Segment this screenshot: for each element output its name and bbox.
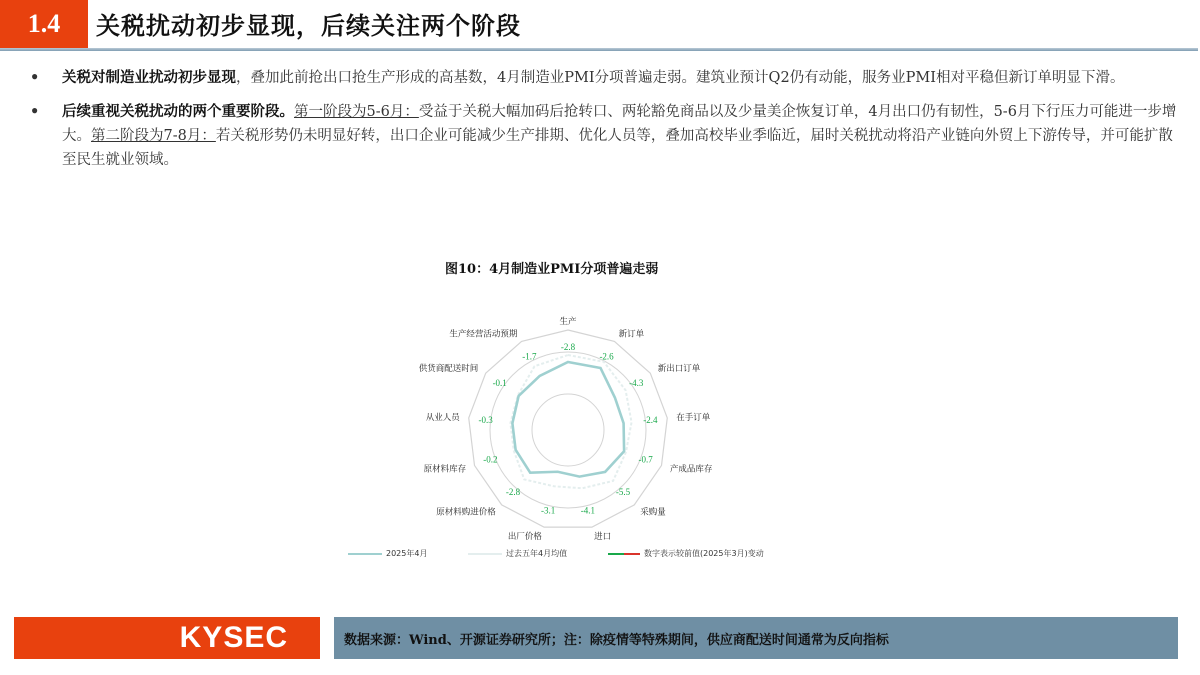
radar-change-value: -0.7 [638, 454, 653, 465]
section-number: 1.4 [0, 0, 88, 48]
radar-change-value: -5.5 [615, 487, 631, 498]
radar-grid-ring [532, 394, 604, 466]
bullet-lead: 关税对制造业扰动初步显现 [62, 69, 236, 86]
legend-item-current [348, 548, 427, 559]
radar-change-value: -2.4 [643, 414, 658, 425]
page-title: 关税扰动初步显现，后续关注两个阶段 [96, 12, 521, 40]
legend-swatch [468, 553, 502, 555]
chart-legend [348, 548, 848, 564]
bullet-marker: • [30, 69, 40, 86]
stage2-text: 若关税形势仍未明显好转，出口企业可能减少生产排期、优化人员等，叠加高校毕业季临近，届时关税扰动将沿产业链向外贸上下游传导，并可能扩散至民生就业领域。 [62, 128, 1173, 168]
bullet-list [30, 66, 1180, 182]
radar-axis-label: 新出口订单 [657, 364, 701, 375]
legend-label: 数字表示较前值(2025年3月)变动 [644, 549, 764, 558]
radar-axis-label: 新订单 [618, 329, 645, 340]
radar-change-value: -1.7 [522, 351, 537, 362]
radar-axis-label: 进口 [594, 531, 612, 542]
bullet-lead: 后续重视关税扰动的两个重要阶段。 [62, 103, 294, 120]
radar-series-line [512, 362, 624, 477]
legend-label: 2025年4月 [386, 549, 428, 558]
legend-label: 过去五年4月均值 [506, 549, 568, 558]
radar-axis-label: 原材料购进价格 [436, 507, 496, 518]
legend-item-avg [468, 548, 567, 559]
radar-change-value: -3.1 [541, 505, 556, 516]
stage1-text: 受益于关税大幅加码后抢转口、两轮豁免商品以及少量美企恢复订单，4月出口仍有韧性，5-6月下行压力可能进一步增大。 [62, 104, 1177, 144]
title-divider [0, 48, 1198, 51]
figure-title: 图10：4月制造业PMI分项普遍走弱 [445, 262, 659, 277]
radar-chart [410, 317, 730, 542]
radar-change-value: -0.2 [483, 454, 498, 465]
radar-change-value: -0.1 [492, 377, 507, 388]
radar-axis-label: 采购量 [640, 507, 666, 518]
legend-swatch-red [624, 553, 640, 555]
radar-axis-label: 生产经营活动预期 [449, 329, 518, 340]
bullet-text: ，叠加此前抢出口抢生产形成的高基数，4月制造业PMI分项普遍走弱。建筑业预计Q2仍有动能，服务业PMI相对平稳但新订单明显下滑。 [236, 70, 1125, 86]
source-note: 数据来源：Wind、开源证券研究所；注：除疫情等特殊期间，供应商配送时间通常为反向指标 [334, 617, 1178, 659]
radar-axis-label: 产成品库存 [669, 464, 713, 475]
radar-change-value: -0.3 [478, 414, 493, 425]
radar-axis-label: 生产 [559, 317, 577, 327]
bullet-item-1 [30, 66, 1180, 90]
stage1-label: 第一阶段为5-6月： [294, 104, 419, 120]
radar-change-value: -2.8 [560, 342, 576, 352]
radar-axis-label: 在手订单 [676, 412, 711, 423]
bullet-marker: • [30, 103, 40, 120]
legend-item-change [608, 548, 764, 559]
bullet-item-2 [30, 100, 1180, 172]
radar-axis-label: 供货商配送时间 [418, 364, 479, 375]
radar-axis-label: 原材料库存 [423, 464, 467, 475]
title-bar [0, 0, 1200, 52]
radar-change-value: -4.1 [580, 505, 595, 516]
logo-text: KYSEC [179, 621, 288, 654]
kysec-logo [14, 617, 320, 659]
radar-outer-ring [469, 330, 668, 527]
radar-change-value: -2.6 [599, 351, 614, 362]
legend-swatch-green [608, 553, 624, 555]
legend-swatch [348, 553, 382, 555]
radar-change-value: -4.3 [629, 377, 644, 388]
stage2-label: 第二阶段为7-8月： [91, 128, 216, 144]
radar-change-value: -2.8 [505, 487, 521, 498]
radar-axis-label: 出厂价格 [507, 531, 542, 542]
radar-axis-label: 从业人员 [425, 412, 460, 423]
radar-svg [410, 317, 730, 542]
